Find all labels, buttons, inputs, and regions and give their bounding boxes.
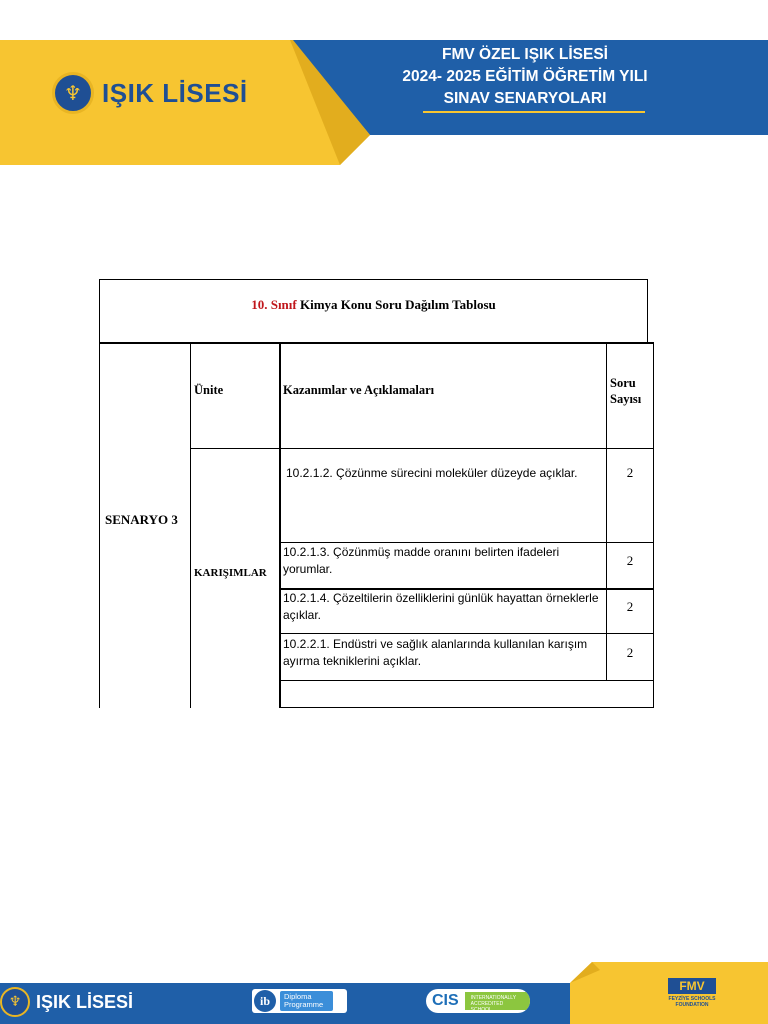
fmv-subtitle: FEYZİYE SCHOOLS FOUNDATION bbox=[668, 996, 716, 1008]
table-border bbox=[606, 343, 607, 681]
outcome-text: 10.2.2.1. Endüstri ve sağlık alanlarında kullanılan karışım ayırma tekniklerini açıklar. bbox=[283, 637, 588, 668]
table-border bbox=[99, 279, 648, 280]
ib-text bbox=[280, 991, 333, 1011]
table-title-rest: Kimya Konu Soru Dağılım Tablosu bbox=[296, 297, 496, 312]
table-border bbox=[190, 343, 191, 708]
cis-icon: CIS bbox=[432, 992, 459, 1009]
table-border bbox=[190, 448, 654, 449]
torch-icon: ♆ bbox=[52, 72, 94, 114]
ib-text-line2: Programme bbox=[284, 1000, 324, 1009]
count-value: 2 bbox=[626, 553, 634, 568]
header-unit: Ünite bbox=[194, 383, 224, 397]
header-title-line2: 2024- 2025 EĞİTİM ÖĞRETİM YILI bbox=[402, 68, 648, 85]
fmv-logo bbox=[668, 978, 716, 1008]
header-title bbox=[380, 44, 670, 110]
school-logo bbox=[52, 72, 248, 114]
header-outcomes: Kazanımlar ve Açıklamaları bbox=[283, 383, 435, 397]
footer-logo-text: IŞIK LİSESİ bbox=[36, 991, 134, 1012]
table-border bbox=[647, 279, 648, 343]
table-border bbox=[280, 707, 654, 708]
header-title-line1: FMV ÖZEL IŞIK LİSESİ bbox=[442, 46, 608, 63]
ib-diploma-badge bbox=[252, 989, 347, 1013]
table-border bbox=[280, 633, 654, 634]
footer-school-logo bbox=[0, 987, 133, 1017]
outcome-text: 10.2.1.2. Çözünme sürecini moleküler düzeyde açıklar. bbox=[286, 466, 578, 480]
table-border bbox=[279, 343, 281, 708]
cis-accreditation-badge bbox=[426, 989, 530, 1013]
cis-text: INTERNATIONALLY ACCREDITED SCHOOL bbox=[465, 992, 530, 1010]
count-value: 2 bbox=[626, 645, 634, 660]
header-underline bbox=[423, 111, 645, 113]
header-count bbox=[610, 375, 641, 407]
header-count-line1: Soru bbox=[610, 376, 636, 390]
header-title-line3: SINAV SENARYOLARI bbox=[443, 90, 607, 107]
fmv-mark: FMV bbox=[668, 978, 716, 994]
header-count-line2: Sayısı bbox=[610, 392, 642, 406]
ib-text-line1: Diploma bbox=[284, 992, 312, 1001]
scenario-label: SENARYO 3 bbox=[105, 512, 178, 527]
table-title bbox=[100, 297, 647, 313]
torch-icon: ♆ bbox=[0, 987, 30, 1017]
outcome-text: 10.2.1.4. Çözeltilerin özelliklerini günlük hayattan örneklerle açıklar. bbox=[283, 591, 599, 622]
count-value: 2 bbox=[626, 465, 634, 480]
unit-label: KARIŞIMLAR bbox=[194, 567, 267, 579]
table-title-grade: 10. Sınıf bbox=[251, 297, 297, 312]
logo-text: IŞIK LİSESİ bbox=[102, 77, 248, 108]
table-border bbox=[280, 542, 654, 543]
outcome-text: 10.2.1.3. Çözünmüş madde oranını belirten ifadeleri yorumlar. bbox=[283, 545, 560, 576]
table-border bbox=[99, 342, 654, 344]
count-value: 2 bbox=[626, 599, 634, 614]
ib-icon: ib bbox=[254, 990, 276, 1012]
table-border bbox=[280, 680, 654, 681]
